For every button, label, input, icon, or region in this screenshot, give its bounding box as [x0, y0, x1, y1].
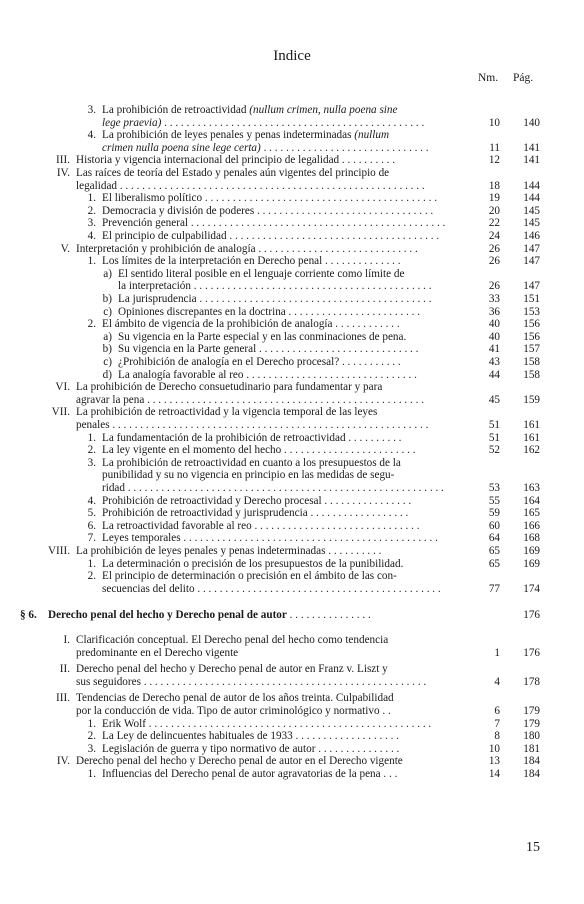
toc-entry-number: VII.: [51, 406, 70, 419]
toc-entry-page: 157: [523, 343, 540, 356]
column-header-pag: Pág.: [513, 72, 534, 84]
toc-entry-number: 1.: [87, 192, 96, 205]
toc-entry-page: 146: [523, 230, 540, 242]
toc-entry-page: 181: [523, 742, 540, 755]
toc-entry-marginal-number: 1: [494, 646, 500, 659]
toc-entry-marginal-number: 65: [488, 557, 500, 570]
toc-entry-title: La prohibición de Derecho consuetudinario para fundamentar y para: [76, 381, 383, 394]
toc-entry: [0, 318, 584, 330]
toc-entry-page: 158: [523, 356, 540, 368]
toc-entry-title: punibilidad y su no vigencia en principio en las medidas de segu-: [102, 469, 395, 482]
toc-entry-marginal-number: 45: [488, 393, 500, 406]
toc-entry-page: 179: [523, 705, 540, 717]
toc-entry-marginal-number: 33: [488, 293, 500, 305]
toc-entry-title: La prohibición de retroactividad y la vigencia temporal de las leyes: [76, 406, 378, 419]
page-number: 15: [526, 840, 540, 855]
toc-entry: [0, 331, 584, 343]
toc-entry: [0, 255, 584, 267]
toc-entry-page: 141: [523, 141, 540, 154]
toc-entry-marginal-number: 20: [488, 204, 500, 217]
toc-entry-number: 3.: [87, 217, 96, 230]
toc-entry: [0, 104, 584, 116]
toc-entry: [0, 570, 584, 582]
toc-entry-title: Prevención general . . . . . . . . . . . . . . . . . . . . . . . . . . . . . . . . . . . . . . . . . . . . . .: [102, 217, 446, 230]
toc-entry: [0, 268, 584, 280]
toc-entry-title: La prohibición de leyes penales y penas indeterminadas . . . . . . . . . .: [76, 545, 382, 557]
toc-entry: [0, 293, 584, 305]
toc-entry: [0, 755, 584, 767]
toc-entry-number: III.: [56, 692, 70, 705]
toc-entry: [0, 469, 584, 481]
toc-entry: [0, 343, 584, 355]
toc-entry-page: 159: [523, 393, 540, 406]
toc-entry: [0, 444, 584, 456]
toc-entry-title: El principio de determinación o precisión en el ámbito de las con-: [102, 570, 397, 583]
toc-entry: [0, 129, 584, 141]
toc-entry-page: 176: [523, 609, 540, 622]
toc-entry-marginal-number: 22: [488, 217, 500, 230]
toc-entry: [0, 243, 584, 255]
toc-entry-title: La retroactividad favorable al reo . . . . . . . . . . . . . . . . . . . . . . . . . . . . . .: [102, 519, 420, 532]
toc-entry: [0, 406, 584, 418]
toc-entry-page: 184: [523, 768, 540, 780]
toc-entry: [0, 545, 584, 557]
toc-entry-number: 2.: [87, 730, 96, 743]
toc-entry-title: Influencias del Derecho penal de autor agravatorias de la pena . . .: [102, 768, 398, 780]
toc-entry-number: 6.: [87, 519, 96, 532]
toc-entry-number: § 6.: [20, 609, 37, 622]
toc-entry-number: 4.: [87, 494, 96, 507]
toc-entry: [0, 718, 584, 730]
toc-entry: [0, 482, 584, 494]
toc-entry: [0, 634, 584, 646]
toc-entry-number: V.: [60, 242, 70, 255]
toc-entry-marginal-number: 26: [488, 255, 500, 268]
toc-entry-title: legalidad . . . . . . . . . . . . . . . . . . . . . . . . . . . . . . . . . . . . . . . . . . . . . . . . . . . . . . .: [76, 179, 425, 192]
toc-entry-marginal-number: 4: [494, 675, 500, 688]
toc-entry: [0, 394, 584, 406]
toc-entry-marginal-number: 43: [488, 356, 500, 368]
toc-entry: [0, 192, 584, 204]
toc-entry-title: por la conducción de vida. Tipo de autor criminológico y normativo . .: [76, 705, 391, 717]
toc-entry-title: ridad . . . . . . . . . . . . . . . . . . . . . . . . . . . . . . . . . . . . . . . . . . . . . . . . . . . . . . . . .: [102, 482, 444, 494]
toc-entry-title: agravar la pena . . . . . . . . . . . . . . . . . . . . . . . . . . . . . . . . . . . . . . . . . . . . . . . . . .: [76, 393, 425, 406]
toc-entry-number: IV.: [56, 167, 70, 179]
toc-entry-page: 144: [523, 179, 540, 192]
toc-entry-number: 2.: [87, 204, 96, 217]
toc-entry-marginal-number: 77: [488, 582, 500, 595]
toc-entry-page: 166: [523, 519, 540, 532]
toc-entry-title: la interpretación . . . . . . . . . . . . . . . . . . . . . . . . . . . . . . . . . . . . . . . . . . .: [118, 280, 432, 293]
toc-entry-title: Derecho penal del hecho y Derecho penal de autor en Franz v. Liszt y: [76, 663, 388, 676]
toc-entry: [0, 558, 584, 570]
toc-entry: [0, 743, 584, 755]
toc-entry-page: 168: [523, 532, 540, 545]
toc-entry-title: lege praevia) . . . . . . . . . . . . . . . . . . . . . . . . . . . . . . . . . . . . . . . . . . . . . . .: [102, 116, 425, 129]
toc-entry-title: Derecho penal del hecho y Derecho penal de autor en el Derecho vigente: [76, 755, 403, 768]
toc-entry-page: 147: [523, 255, 540, 268]
toc-entry-title: El sentido literal posible en el lenguaje corriente como límite de: [118, 267, 405, 280]
toc-entry-marginal-number: 7: [494, 717, 500, 730]
toc-entry-title: Interpretación y prohibición de analogía . . . . . . . . . . . . . . . . . . . . . . . . . . . . .: [76, 242, 418, 255]
toc-entry-title: La jurisprudencia . . . . . . . . . . . . . . . . . . . . . . . . . . . . . . . . . . . . . . . . . .: [118, 293, 432, 305]
toc-entry-marginal-number: 8: [494, 730, 500, 743]
toc-entry-title: predominante en el Derecho vigente: [76, 646, 239, 659]
toc-entry-title: Historia y vigencia internacional del principio de legalidad . . . . . . . . . .: [76, 154, 396, 167]
toc-entry: [0, 167, 584, 179]
toc-entry-marginal-number: 52: [488, 444, 500, 457]
toc-entry-page: 145: [523, 217, 540, 230]
toc-entry-title: Derecho penal del hecho y Derecho penal de autor . . . . . . . . . . . . . . .: [48, 609, 371, 622]
toc-entry-title: penales . . . . . . . . . . . . . . . . . . . . . . . . . . . . . . . . . . . . . . . . . . . . . . . . . . . . . . . . .: [76, 419, 429, 431]
toc-entry-title: Clarificación conceptual. El Derecho penal del hecho como tendencia: [76, 634, 389, 646]
toc-entry-number: c): [103, 305, 112, 318]
toc-entry-number: 3.: [87, 742, 96, 755]
toc-entry-marginal-number: 60: [488, 519, 500, 532]
toc-entry-marginal-number: 12: [488, 154, 500, 167]
toc-entry-number: III.: [56, 154, 70, 167]
toc-entry-title: Su vigencia en la Parte general . . . . . . . . . . . . . . . . . . . . . . . . . . . . .: [118, 343, 419, 356]
toc-entry-page: 151: [523, 293, 540, 305]
toc-entry: [0, 419, 584, 431]
toc-entry-number: VIII.: [47, 545, 70, 557]
toc-entry-page: 176: [523, 646, 540, 659]
toc-entry-number: 4.: [87, 129, 96, 142]
toc-entry-title: El principio de culpabilidad . . . . . . . . . . . . . . . . . . . . . . . . . . . . . . . . . . . . . .: [102, 230, 440, 242]
toc-entry-title: Prohibición de retroactividad y Derecho procesal . . . . . . . . . . . . . . . .: [102, 494, 412, 507]
toc-entry-marginal-number: 13: [488, 755, 500, 768]
toc-entry-title: Leyes temporales . . . . . . . . . . . . . . . . . . . . . . . . . . . . . . . . . . . . . . . . . . . . . .: [102, 532, 438, 545]
toc-entry-title: sus seguidores . . . . . . . . . . . . . . . . . . . . . . . . . . . . . . . . . . . . . . . . . . . . . . . . . . .: [76, 675, 427, 688]
toc-entry: [0, 230, 584, 242]
toc-entry-title: Tendencias de Derecho penal de autor de los años treinta. Culpabilidad: [76, 692, 394, 705]
toc-entry-number: 3.: [87, 456, 96, 469]
toc-entry-title: La prohibición de leyes penales y penas indeterminadas (nullum: [102, 129, 390, 142]
page-title: Indice: [273, 48, 311, 64]
toc-entry-marginal-number: 51: [488, 431, 500, 444]
toc-entry: [0, 180, 584, 192]
toc-entry-page: 179: [523, 717, 540, 730]
toc-entry: [0, 217, 584, 229]
toc-entry: [0, 154, 584, 166]
toc-entry-marginal-number: 64: [488, 532, 500, 545]
toc-entry-marginal-number: 55: [488, 494, 500, 507]
toc-entry: [0, 432, 584, 444]
toc-entry: [0, 142, 584, 154]
toc-entry: [0, 495, 584, 507]
toc-entry: [0, 205, 584, 217]
toc-entry: [0, 647, 584, 659]
toc-entry-marginal-number: 26: [488, 280, 500, 293]
toc-entry-marginal-number: 19: [488, 192, 500, 205]
toc-entry-title: El liberalismo político . . . . . . . . . . . . . . . . . . . . . . . . . . . . . . . . . . . . . . . . . .: [102, 192, 437, 205]
toc-entry: [0, 306, 584, 318]
toc-entry-title: La ley vigente en el momento del hecho . . . . . . . . . . . . . . . . . . . . . . . .: [102, 444, 416, 457]
toc-entry-page: 174: [523, 582, 540, 595]
toc-entry: [0, 457, 584, 469]
toc-entry-number: d): [102, 368, 112, 381]
toc-entry: [0, 356, 584, 368]
toc-entry-number: 3.: [87, 104, 96, 116]
toc-entry: [0, 705, 584, 717]
toc-entry-number: I.: [63, 634, 70, 646]
toc-entry-marginal-number: 51: [488, 419, 500, 431]
toc-entry-title: Erik Wolf . . . . . . . . . . . . . . . . . . . . . . . . . . . . . . . . . . . . . . . . . . . . . . . . . . .: [102, 717, 432, 730]
toc-entry-marginal-number: 10: [488, 742, 500, 755]
toc-entry-page: 165: [523, 507, 540, 520]
toc-entry-page: 147: [523, 242, 540, 255]
toc-entry-marginal-number: 10: [488, 116, 500, 129]
toc-entry-number: 7.: [87, 532, 96, 545]
toc-entry-number: 1.: [87, 255, 96, 268]
toc-entry: [0, 730, 584, 742]
toc-entry-marginal-number: 18: [488, 179, 500, 192]
toc-entry-marginal-number: 41: [488, 343, 500, 356]
toc-entry-number: 1.: [87, 557, 96, 570]
toc-entry-title: Prohibición de retroactividad y jurisprudencia . . . . . . . . . . . . . . . . . .: [102, 507, 409, 520]
toc-entry-number: 2.: [87, 444, 96, 457]
toc-entry: [0, 280, 584, 292]
toc-entry-page: 140: [523, 116, 540, 129]
toc-entry-number: VI.: [55, 381, 70, 394]
toc-entry-number: 1.: [87, 431, 96, 444]
toc-entry-marginal-number: 24: [488, 230, 500, 242]
toc-entry: [0, 507, 584, 519]
toc-entry-number: c): [103, 356, 112, 368]
toc-entry-page: 169: [523, 557, 540, 570]
toc-entry: [0, 768, 584, 780]
toc-entry: [0, 676, 584, 688]
toc-entry-page: 178: [523, 675, 540, 688]
toc-entry-title: secuencias del delito . . . . . . . . . . . . . . . . . . . . . . . . . . . . . . . . . . . . . . . . . . . .: [102, 582, 441, 595]
toc-entry: [0, 609, 584, 621]
toc-entry-page: 184: [523, 755, 540, 768]
toc-entry-page: 145: [523, 204, 540, 217]
toc-entry-marginal-number: 53: [488, 482, 500, 494]
toc-entry: [0, 520, 584, 532]
toc-entry-page: 169: [523, 545, 540, 557]
toc-entry-marginal-number: 40: [488, 318, 500, 331]
toc-entry-title: La prohibición de retroactividad en cuanto a los presupuestos de la: [102, 456, 401, 469]
toc-entry: [0, 117, 584, 129]
toc-entry-page: 158: [523, 368, 540, 381]
toc-entry-marginal-number: 40: [488, 330, 500, 343]
toc-entry-title: El ámbito de vigencia de la prohibición de analogía . . . . . . . . . . . .: [102, 318, 400, 331]
toc-entry: [0, 381, 584, 393]
toc-entry-marginal-number: 65: [488, 545, 500, 557]
toc-entry-number: 2.: [87, 570, 96, 583]
toc-entry-number: 2.: [87, 318, 96, 331]
toc-entry: [0, 583, 584, 595]
toc-entry-title: La Ley de delincuentes habituales de 1933 . . . . . . . . . . . . . . . . . . .: [102, 730, 400, 743]
toc-entry-number: a): [103, 330, 112, 343]
toc-entry-page: 147: [523, 280, 540, 293]
toc-entry-title: La fundamentación de la prohibición de retroactividad . . . . . . . . . .: [102, 431, 402, 444]
toc-entry-title: crimen nulla poena sine lege certa) . . . . . . . . . . . . . . . . . . . . . . . . . . . . . .: [102, 141, 429, 154]
toc-entry-title: La analogía favorable al reo . . . . . . . . . . . . . . . . . . . . . . . . . . . . . . .: [118, 368, 417, 381]
toc-entry-title: Legislación de guerra y tipo normativo de autor . . . . . . . . . . . . . . .: [102, 742, 400, 755]
toc-entry-page: 153: [523, 305, 540, 318]
toc-entry-page: 161: [523, 419, 540, 431]
toc-entry-number: 5.: [87, 507, 96, 520]
toc-entry-title: ¿Prohibición de analogía en el Derecho procesal? . . . . . . . . . . .: [118, 356, 401, 368]
toc-entry-marginal-number: 36: [488, 305, 500, 318]
toc-entry-title: Los límites de la interpretación en Derecho penal . . . . . . . . . . . . . .: [102, 255, 401, 268]
toc-entry-page: 156: [523, 318, 540, 331]
toc-entry-page: 161: [523, 431, 540, 444]
toc-entry: [0, 532, 584, 544]
toc-entry-number: b): [102, 343, 112, 356]
toc-entry-page: 180: [523, 730, 540, 743]
toc-entry-title: La prohibición de retroactividad (nullum crimen, nulla poena sine: [102, 104, 398, 116]
toc-entry-number: 1.: [87, 717, 96, 730]
toc-entry-number: a): [103, 267, 112, 280]
column-header-nm: Nm.: [478, 72, 499, 84]
toc-entry: [0, 692, 584, 704]
toc-entry-title: Democracia y división de poderes . . . . . . . . . . . . . . . . . . . . . . . . . . . . . . . .: [102, 204, 434, 217]
toc-entry-number: b): [102, 293, 112, 305]
toc-entry-page: 156: [523, 330, 540, 343]
toc-entry-number: 1.: [87, 768, 96, 780]
toc-entry: [0, 663, 584, 675]
toc-entry-number: IV.: [56, 755, 70, 768]
toc-entry-marginal-number: 14: [488, 768, 500, 780]
toc-entry: [0, 369, 584, 381]
toc-entry-page: 162: [523, 444, 540, 457]
toc-entry-number: 4.: [87, 230, 96, 242]
toc-entry-page: 141: [523, 154, 540, 167]
toc-entry-marginal-number: 44: [488, 368, 500, 381]
toc-entry-number: II.: [59, 663, 70, 676]
toc-entry-title: La determinación o precisión de los presupuestos de la punibilidad.: [102, 557, 404, 570]
toc-entry-marginal-number: 59: [488, 507, 500, 520]
toc-entry-marginal-number: 26: [488, 242, 500, 255]
toc-entry-marginal-number: 11: [489, 141, 500, 154]
toc-entry-page: 164: [523, 494, 540, 507]
toc-entry-marginal-number: 6: [494, 705, 500, 717]
toc-entry-title: Las raíces de teoría del Estado y penales aún vigentes del principio de: [76, 167, 390, 179]
toc-entry-title: Opiniones discrepantes en la doctrina . . . . . . . . . . . . . . . . . . . . . . . .: [118, 305, 421, 318]
toc-entry-title: Su vigencia en la Parte especial y en las conminaciones de pena.: [118, 330, 407, 343]
toc-entry-page: 144: [523, 192, 540, 205]
toc-entry-page: 163: [523, 482, 540, 494]
